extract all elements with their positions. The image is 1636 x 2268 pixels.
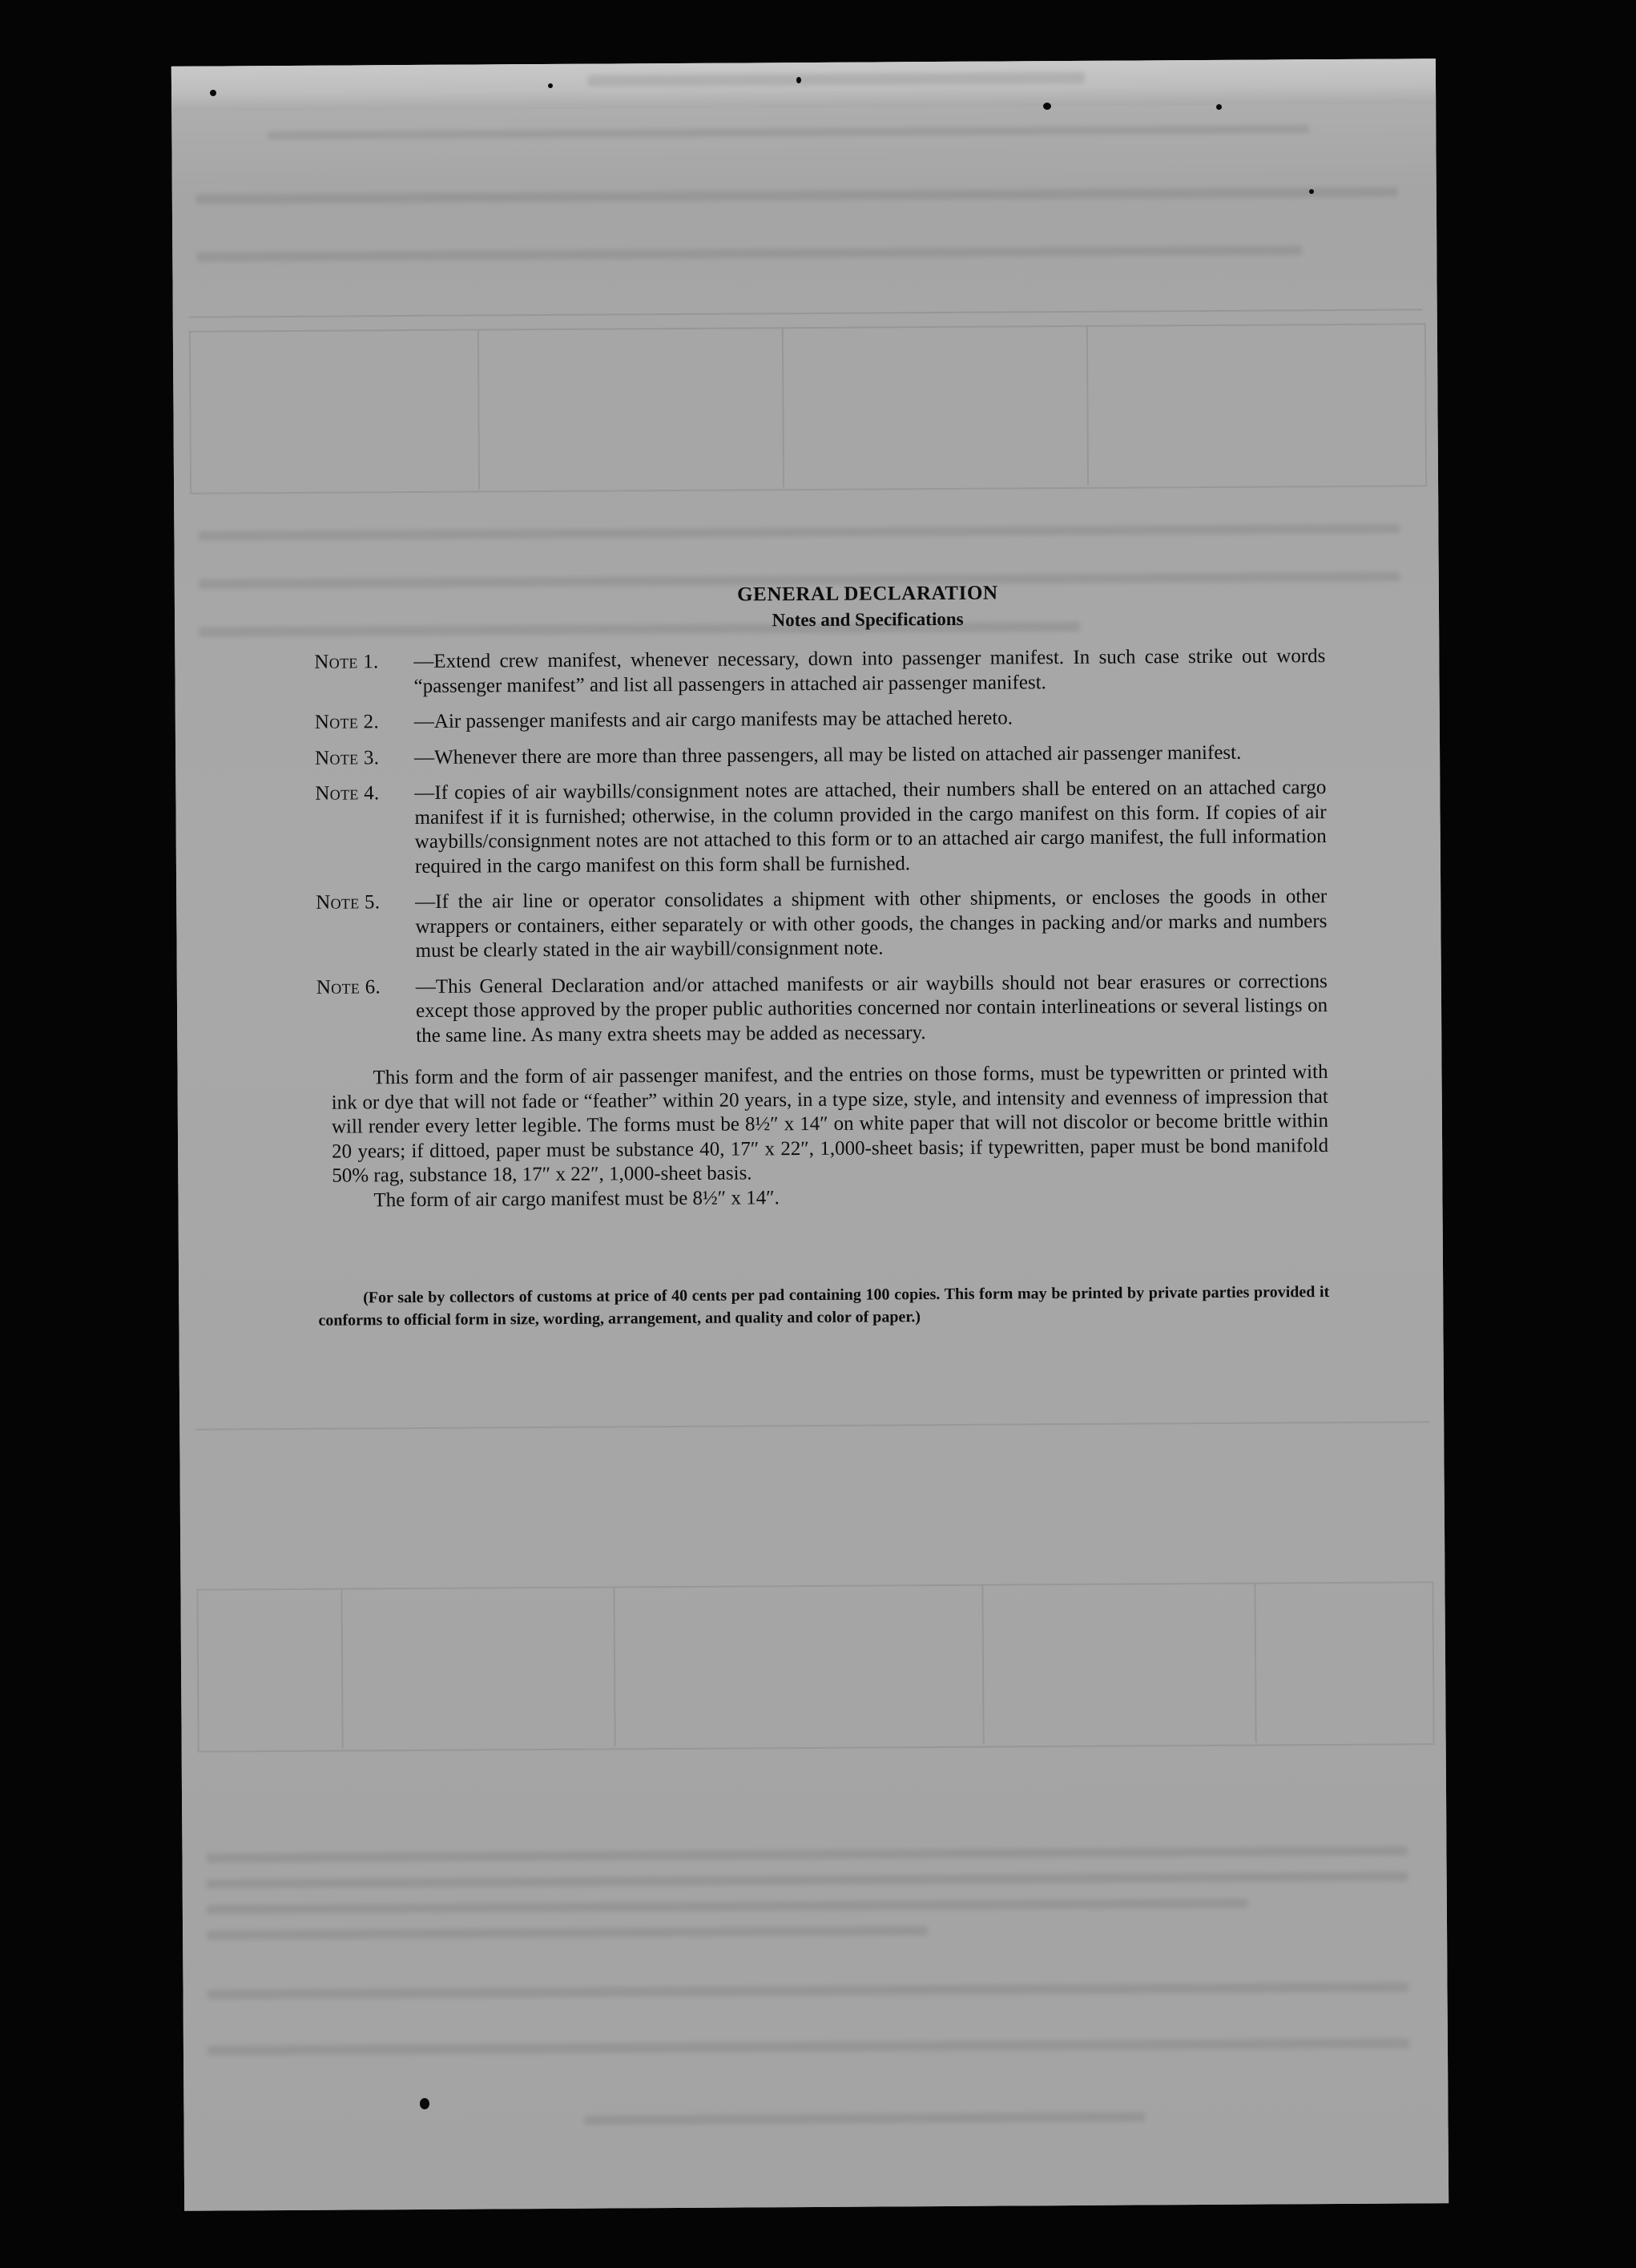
note-text: —If the air line or operator consolidates a shipment with other shipments, or encloses the goods in other wrappers or containers, either separately or with other goods, the changes in packing and/or marks and numbers must be clearly stated in the air waybill/consignment note. bbox=[415, 886, 1328, 962]
declaration-notes bbox=[314, 579, 1330, 1332]
scan-speck bbox=[1216, 104, 1222, 110]
scan-speck bbox=[1043, 103, 1051, 110]
scan-speck bbox=[1309, 189, 1314, 194]
scan-speck bbox=[796, 77, 801, 83]
note-label: Note 5. bbox=[316, 891, 381, 914]
note-6 bbox=[316, 970, 1328, 1049]
note-text: —Whenever there are more than three passengers, all may be listed on attached air passenger manifest. bbox=[414, 741, 1242, 769]
note-5 bbox=[316, 885, 1328, 964]
note-4 bbox=[315, 776, 1327, 880]
page-title: GENERAL DECLARATION bbox=[737, 582, 998, 606]
note-text: —Extend crew manifest, whenever necessary, down into passenger manifest. In such case strike out words “passenger manifest” and list all passengers in attached air passenger manifest. bbox=[413, 645, 1326, 697]
note-label: Note 4. bbox=[315, 782, 380, 805]
note-label: Note 6. bbox=[316, 975, 381, 999]
scan-speck bbox=[420, 2098, 429, 2109]
note-text: —Air passenger manifests and air cargo manifests may be attached hereto. bbox=[413, 707, 1013, 733]
note-text: —This General Declaration and/or attached manifests or air waybills should not bear erasures or corrections except those approved by the proper public authorities concerned nor contain interlineations or several listings on the same line. As many extra sheets may be added as necessary. bbox=[415, 970, 1328, 1047]
cargo-manifest-size-line: The form of air cargo manifest must be 8½″ x 14″. bbox=[373, 1186, 780, 1211]
document-page bbox=[171, 59, 1449, 2211]
page-subtitle: Notes and Specifications bbox=[772, 608, 964, 631]
note-label: Note 3. bbox=[315, 746, 380, 769]
note-text: —If copies of air waybills/consignment notes are attached, their numbers shall be entered on an attached cargo manifest if it is furnished; otherwise, in the column provided in the cargo manifest on this form. If copies of air waybills/consignment notes are not attached to this form or to an attached air cargo manifest, the full information required in the cargo manifest on this form shall be furnished. bbox=[414, 777, 1327, 878]
note-label: Note 1. bbox=[314, 651, 379, 673]
sale-notice: (For sale by collectors of customs at price of 40 cents per pad containing 100 copies. This form may be printed by private parties provided it conforms to official form in size, wording, arrangement, and quality and color of paper.) bbox=[318, 1283, 1330, 1330]
note-label: Note 2. bbox=[314, 711, 380, 733]
form-requirements-paragraph: This form and the form of air passenger manifest, and the entries on those forms, must be typewritten or printed with ink or dye that will not fade or “feather” within 20 years, in a type size, style, and intensity and evenness of impression that will render every letter legible. The forms must be 8½″ x 14″ on white paper that will not discolor or become brittle within 20 years; if dittoed, paper must be substance 40, 17″ x 22″, 1,000-sheet basis; if typewritten, paper must be bond manifold 50% rag, substance 18, 17″ x 22″, 1,000-sheet basis. bbox=[331, 1061, 1329, 1187]
scan-speck bbox=[548, 83, 553, 88]
note-3 bbox=[315, 741, 1326, 771]
note-2 bbox=[315, 704, 1326, 735]
note-1 bbox=[314, 644, 1325, 700]
scan-speck bbox=[210, 90, 216, 96]
